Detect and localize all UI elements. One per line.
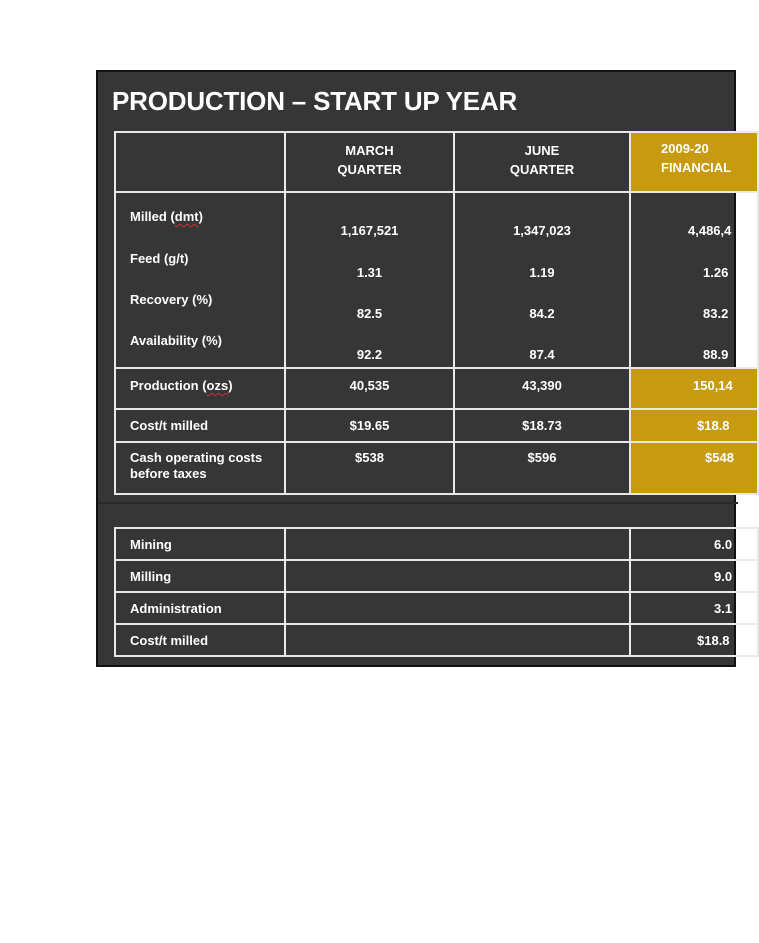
header-financial-line2: FINANCIAL <box>661 160 732 175</box>
production-march: 40,535 <box>349 378 390 393</box>
label-mining: Mining <box>130 537 172 552</box>
cost-milled-june: $18.73 <box>522 418 562 433</box>
mining-label-cell <box>114 527 286 561</box>
header-june-line1: JUNE <box>524 143 560 158</box>
slide-title: PRODUCTION – START UP YEAR <box>112 86 518 116</box>
mining-value: 6.0 <box>714 537 733 552</box>
feed-march: 1.31 <box>356 265 383 280</box>
production-slide <box>96 70 736 667</box>
total-cost-label-cell <box>114 623 286 657</box>
cost-milled-march: $19.65 <box>349 418 390 433</box>
operations-label-cell <box>114 191 286 369</box>
feed-financial: 1.26 <box>703 265 729 280</box>
total-cost-value: $18.8 <box>697 633 730 648</box>
cost-milled-june-cell <box>453 408 631 443</box>
cash-costs-financial: $548 <box>705 450 734 465</box>
header-march-quarter <box>284 131 455 193</box>
cash-costs-june: $596 <box>527 450 557 465</box>
production-march-cell <box>284 367 455 410</box>
total-cost-empty-cell <box>284 623 631 657</box>
label-cash-costs-line1: Cash operating costs <box>130 450 263 465</box>
label-cost-milled: Cost/t milled <box>130 418 209 433</box>
milling-value: 9.0 <box>714 569 733 584</box>
cost-milled-label-cell <box>114 408 286 443</box>
header-financial-year <box>629 131 759 193</box>
availability-june: 87.4 <box>529 347 555 362</box>
total-cost-value-cell <box>629 623 759 657</box>
production-financial: 150,14 <box>693 378 733 393</box>
operations-june-cell <box>453 191 631 369</box>
cost-milled-financial-cell <box>629 408 759 443</box>
availability-march: 92.2 <box>356 347 383 362</box>
label-cash-costs-line2: before taxes <box>130 466 207 481</box>
mining-value-cell <box>629 527 759 561</box>
milling-value-cell <box>629 559 759 593</box>
label-total-cost: Cost/t milled <box>130 633 209 648</box>
milling-empty-cell <box>284 559 631 593</box>
feed-june: 1.19 <box>529 265 555 280</box>
header-blank-cell <box>114 131 286 193</box>
cash-costs-label-cell <box>114 441 286 495</box>
label-administration: Administration <box>130 601 222 616</box>
administration-value: 3.1 <box>714 601 733 616</box>
milled-june: 1,347,023 <box>513 223 571 238</box>
cash-costs-march-cell <box>284 441 455 495</box>
cash-costs-financial-cell <box>629 441 759 495</box>
section-divider <box>98 502 738 504</box>
production-label-cell <box>114 367 286 410</box>
cost-milled-march-cell <box>284 408 455 443</box>
label-milling: Milling <box>130 569 172 584</box>
production-june-cell <box>453 367 631 410</box>
label-feed: Feed (g/t) <box>130 251 189 266</box>
header-june-quarter <box>453 131 631 193</box>
label-milled: Milled (dmt) <box>130 209 203 224</box>
cash-costs-march: $538 <box>355 450 384 465</box>
recovery-financial: 83.2 <box>703 306 729 321</box>
administration-empty-cell <box>284 591 631 625</box>
recovery-march: 82.5 <box>356 306 383 321</box>
administration-label-cell <box>114 591 286 625</box>
availability-financial: 88.9 <box>703 347 729 362</box>
milled-march: 1,167,521 <box>340 223 399 238</box>
header-june-line2: QUARTER <box>509 162 575 177</box>
administration-value-cell <box>629 591 759 625</box>
label-recovery: Recovery (%) <box>130 292 213 307</box>
production-financial-cell <box>629 367 759 410</box>
recovery-june: 84.2 <box>529 306 555 321</box>
header-march-line1: MARCH <box>345 143 394 158</box>
cost-milled-financial: $18.8 <box>697 418 730 433</box>
mining-empty-cell <box>284 527 631 561</box>
header-financial-line1: 2009-20 <box>661 141 709 156</box>
operations-march-cell <box>284 191 455 369</box>
milling-label-cell <box>114 559 286 593</box>
operations-financial-cell <box>629 191 759 369</box>
milled-financial: 4,486,4 <box>688 223 732 238</box>
label-production: Production (ozs) <box>130 378 233 393</box>
label-availability: Availability (%) <box>130 333 222 348</box>
header-march-line2: QUARTER <box>337 162 402 177</box>
cash-costs-june-cell <box>453 441 631 495</box>
production-june: 43,390 <box>522 378 562 393</box>
